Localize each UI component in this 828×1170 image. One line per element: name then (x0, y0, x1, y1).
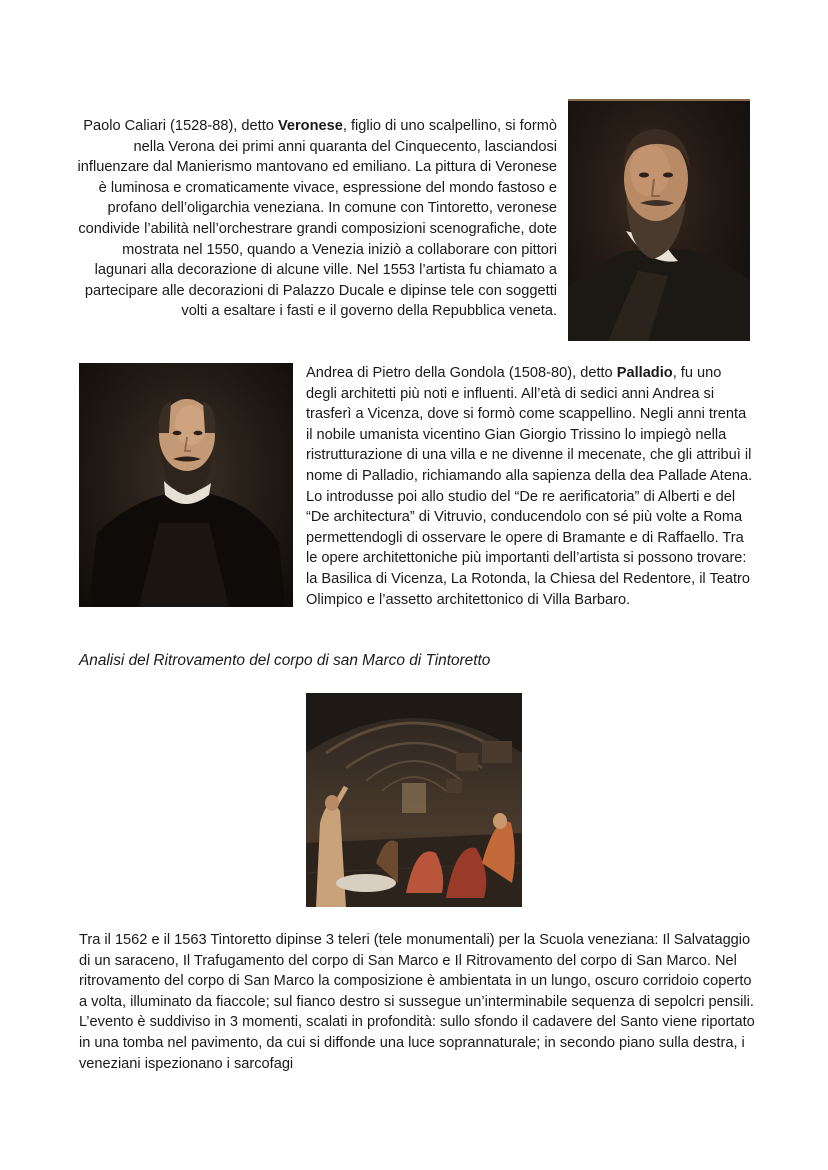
palladio-body-text: , fu uno degli architetti più noti e influenti. All’età di sedici anni Andrea si trasferì a Vicenza, dove si formò come scappellino. Negli anni trenta il nobile umanista vicentino Gian Giorgio Trissino lo impiegò nella ristrutturazione di una villa e ne divenne il mecenate, che gli attribuì il nome di Palladio, richiamando alla sapienza della dea Pallade Atena. Lo introdusse poi allo studio del “De re aerificatoria” di Alberti e del “De architectura” di Vitruvio, conducendolo con sé più volte a Roma permettendogli di osservare le opere di Bramante e di Raffaello. Tra le opere architettoniche più importanti dell’artista si possono trovare: la Basilica di Vicenza, La Rotonda, la Chiesa del Redentore, il Teatro Olimpico e l’assetto architettonico di Villa Barbaro. (306, 365, 753, 608)
palladio-portrait-image (79, 363, 293, 607)
veronese-body-text: , figlio di uno scalpellino, si formò nella Verona dei primi anni quaranta del Cinquecento, lasciandosi influenzare dal Manierismo mantovano ed emiliano. La pittura di Veronese è luminosa e cromaticamente vivace, espressione del mondo fastoso e profano dell’oligarchia veneziana. In comune con Tintoretto, veronese condivide l’abilità nell’orchestrare grandi composizioni scenografiche, dote mostrata nel 1550, quando a Venezia iniziò a collaborare con pittori lagunari alla decorazione di alcune ville. Nel 1553 l’artista fu chiamato a partecipare alle decorazioni di Palazzo Ducale e dipinse tele con soggetti volti a esaltare i fasti e il governo della Repubblica veneta. (77, 118, 557, 320)
section-heading: Analisi del Ritrovamento del corpo di san Marco di Tintoretto (79, 652, 491, 669)
palladio-name-bold: Palladio (616, 365, 673, 381)
veronese-paragraph (70, 116, 557, 322)
palladio-paragraph (306, 363, 754, 610)
veronese-intro-text: Paolo Caliari (1528-88), detto (83, 118, 278, 134)
palladio-intro-text: Andrea di Pietro della Gondola (1508-80), detto (306, 365, 617, 381)
tintoretto-painting-image (306, 693, 522, 907)
veronese-portrait-image (568, 99, 750, 341)
tintoretto-paragraph: Tra il 1562 e il 1563 Tintoretto dipinse 3 teleri (tele monumentali) per la Scuola veneziana: Il Salvataggio di un saraceno, Il Trafugamento del corpo di San Marco e Il Ritrovamento del corpo di San Marco. Nel ritrovamento del corpo di San Marco la composizione è ambientata in un lungo, oscuro corridoio coperto a volta, illuminato da fiaccole; sul fianco destro si sussegue un’interminabile sequenza di sepolcri pensili. L’evento è suddiviso in 3 momenti, scalati in profondità: sullo sfondo il cadavere del Santo viene riportato in una tomba nel pavimento, da cui si diffonde una luce soprannaturale; in secondo piano sulla destra, i veneziani ispezionano i sarcofagi (79, 932, 755, 1072)
veronese-name-bold: Veronese (277, 118, 343, 134)
